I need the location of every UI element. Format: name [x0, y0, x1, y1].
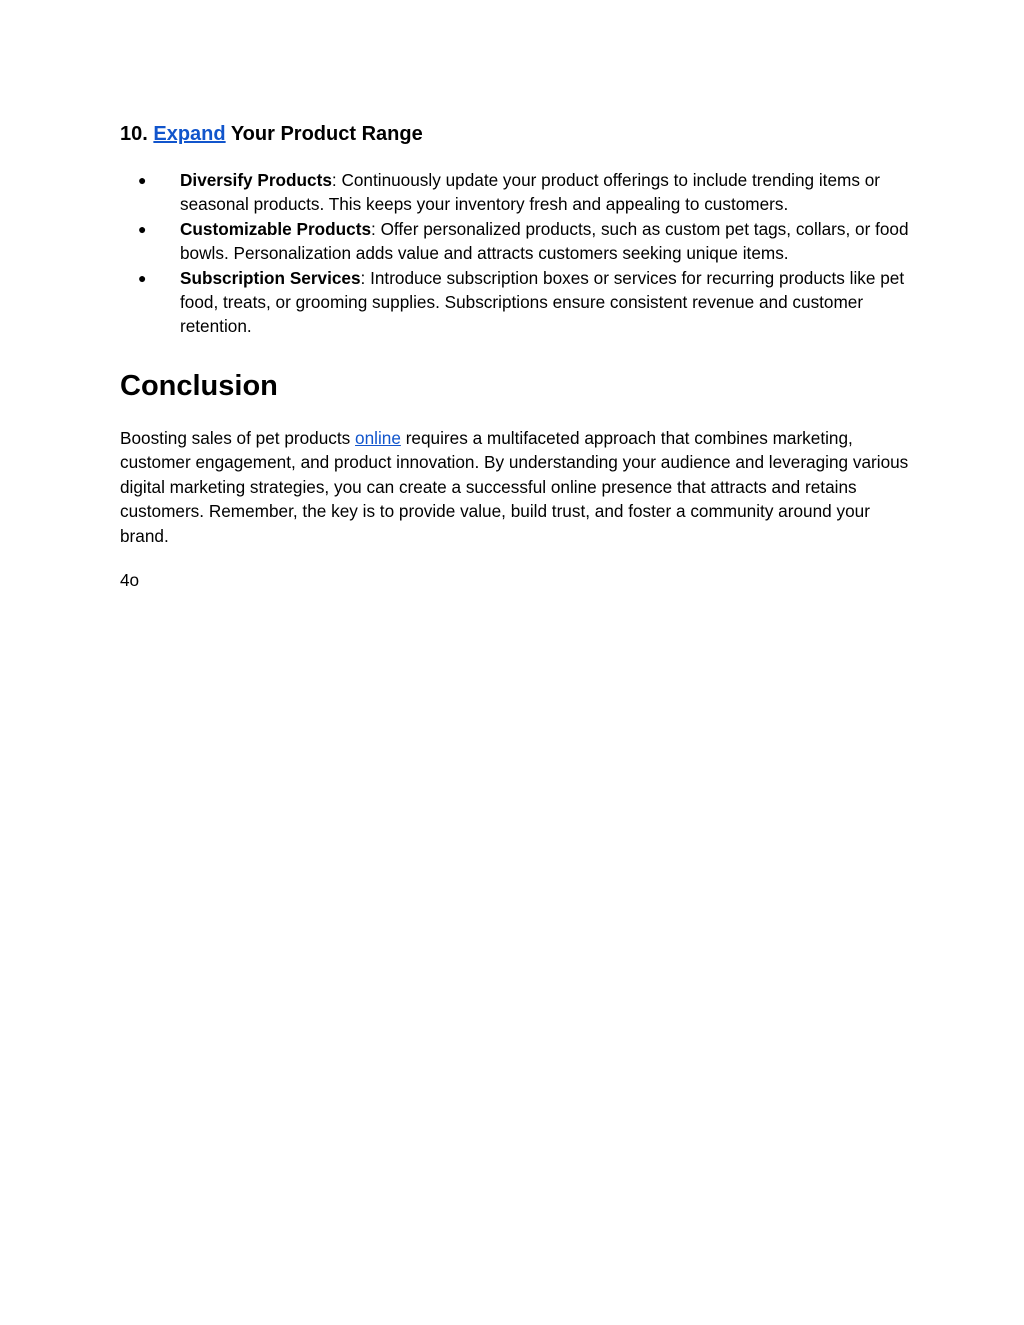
bullet-term: Customizable Products — [180, 218, 372, 239]
bullet-term: Subscription Services — [180, 267, 361, 288]
list-item — [120, 266, 910, 339]
bullet-list — [120, 168, 910, 339]
bullet-icon: ● — [138, 220, 147, 237]
list-item — [120, 217, 910, 266]
bullet-icon: ● — [138, 269, 147, 286]
expand-link[interactable]: Expand — [153, 123, 226, 145]
list-item — [120, 168, 910, 217]
bullet-text: : Offer personalized products, such as custom pet tags, collars, or food bowls. Personalization adds value and attracts customers seeking unique items. — [180, 218, 909, 264]
bullet-text: : Continuously update your product offerings to include trending items or seasonal products. This keeps your inventory fresh and appealing to customers. — [180, 170, 880, 215]
conclusion-text-end: requires a multifaceted approach that combines marketing, customer engagement, and product innovation. By understanding your audience and leveraging various digital marketing strategies, you can create a successful online presence that attracts and retains customers. Remember, the key is to provide value, build trust, and foster a community around your brand. — [120, 428, 909, 546]
bullet-text: : Introduce subscription boxes or services for recurring products like pet food, treats, or grooming supplies. Subscriptions ensure consistent revenue and customer retention. — [180, 267, 905, 337]
conclusion-heading: Conclusion — [120, 370, 278, 402]
bullet-term: Diversify Products — [180, 170, 332, 190]
conclusion-paragraph — [120, 426, 910, 548]
section-heading — [120, 120, 423, 148]
section-number: 10. — [120, 123, 148, 145]
footer-note: 4o — [120, 570, 140, 590]
online-link[interactable]: online — [355, 428, 401, 448]
section-heading-rest: Your Product Range — [230, 123, 423, 145]
bullet-icon: ● — [138, 172, 147, 188]
conclusion-text-start: Boosting sales of pet products — [120, 428, 356, 448]
